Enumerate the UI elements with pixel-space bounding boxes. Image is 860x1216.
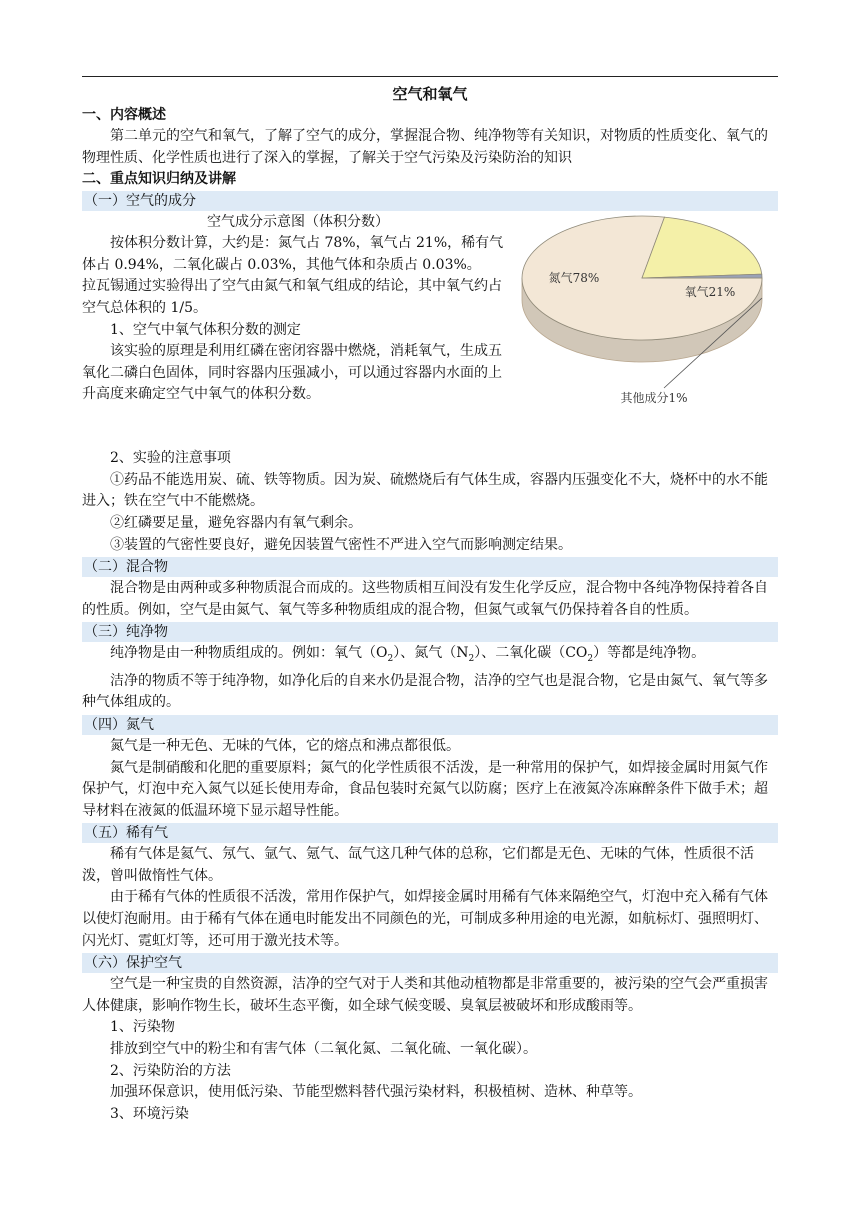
section-heading-key-points: 二、重点知识归纳及讲解 bbox=[82, 171, 236, 188]
nitrogen-uses-paragraph: 氮气是制硝酸和化肥的重要原料；氮气的化学性质很不活泼，是一种常用的保护气，如焊接金属时用氮气作保护气，灯泡中充入氮气以延长使用寿命，食品包装时充氮气以防腐；医疗上在液氮冷冻麻醉条件下做手术；超导材料在液氮的低温环境下显示超导性能。 bbox=[82, 759, 768, 819]
pie-chart-figure bbox=[514, 212, 778, 448]
rare-gases-definition-paragraph: 稀有气体是氦气、氖气、氩气、氪气、氙气这几种气体的总称，它们都是无色、无味的气体，性质很不活泼，曾叫做惰性气体。 bbox=[82, 846, 754, 884]
subheading-prevention: 2、污染防治的方法 bbox=[110, 1062, 231, 1079]
band-pure-substance: （三）纯净物 bbox=[82, 622, 778, 642]
pie-label-other: 其他成分1% bbox=[620, 391, 688, 406]
note-2: ②红磷要足量，避免容器内有氧气剩余。 bbox=[110, 514, 362, 531]
note-3: ③装置的气密性要良好，避免因装置气密性不严进入空气而影响测定结果。 bbox=[110, 536, 572, 553]
lavoisier-paragraph: 拉瓦锡通过实验得出了空气由氮气和氧气组成的结论，其中氧气约占空气总体积的 1/5。 bbox=[82, 278, 502, 316]
clean-substance-paragraph: 洁净的物质不等于纯净物，如净化后的自来水仍是混合物，洁净的空气也是混合物，它是由氮气、氧气等多种气体组成的。 bbox=[82, 672, 768, 711]
band-mixture: （二）混合物 bbox=[82, 557, 778, 577]
nitrogen-properties-paragraph: 氮气是一种无色、无味的气体，它的熔点和沸点都很低。 bbox=[110, 737, 460, 754]
protect-air-paragraph: 空气是一种宝贵的自然资源，洁净的空气对于人类和其他动植物都是非常重要的，被污染的空气会严重损害人体健康，影响作物生长，破坏生态平衡，如全球气候变暖、臭氧层被破坏和形成酸雨等。 bbox=[82, 976, 768, 1014]
chart-caption: 空气成分示意图（体积分数） bbox=[207, 214, 389, 231]
composition-paragraph: 按体积分数计算，大约是：氮气占 78%，氧气占 21%，稀有气体占 0.94%，二氧化碳占 0.03%，其他气体和杂质占 0.03%。 bbox=[82, 235, 504, 273]
subheading-pollutants: 1、污染物 bbox=[110, 1019, 175, 1036]
pollutants-paragraph: 排放到空气中的粉尘和有害气体（二氧化氮、二氧化硫、一氧化碳）。 bbox=[110, 1041, 537, 1058]
band-rare-gases: （五）稀有气 bbox=[82, 823, 778, 843]
experiment-principle-paragraph: 该实验的原理是利用红磷在密闭容器中燃烧，消耗氧气，生成五氧化二磷白色固体，同时容器内压强减小，可以通过容器内水面的上升高度来确定空气中氧气的体积分数。 bbox=[82, 343, 502, 403]
subheading-oxygen-measurement: 1、空气中氧气体积分数的测定 bbox=[110, 321, 301, 338]
pure-substance-paragraph: 纯净物是由一种物质组成的。例如：氧气$(O_2)$、氮气$(N_2)$、二氧化碳$(CO_2)$等都是纯净物。 bbox=[110, 645, 706, 665]
pie-chart bbox=[514, 212, 778, 448]
band-protect-air: （六）保护空气 bbox=[82, 953, 778, 973]
document-page bbox=[82, 76, 778, 1125]
note-1: ①药品不能选用炭、硫、铁等物质。因为炭、硫燃烧后有气体生成，容器内压强变化不大，烧杯中的水不能进入；铁在空气中不能燃烧。 bbox=[82, 471, 768, 510]
pie-label-oxygen: 氧气21% bbox=[684, 285, 736, 300]
rare-gases-uses-paragraph: 由于稀有气体的性质很不活泼，常用作保护气，如焊接金属时用稀有气体来隔绝空气，灯泡中充入稀有气体以使灯泡耐用。由于稀有气体在通电时能发出不同颜色的光，可制成多种用途的电光源，如航标灯、强照明灯、闪光灯、霓虹灯等，还可用于激光技术等。 bbox=[82, 889, 768, 949]
band-nitrogen: （四）氮气 bbox=[82, 715, 778, 735]
section-heading-overview: 一、内容概述 bbox=[82, 107, 166, 123]
air-composition-text bbox=[82, 233, 514, 406]
band-air-composition: （一）空气的成分 bbox=[82, 191, 778, 211]
document-title: 空气和氧气 bbox=[392, 85, 468, 103]
pie-label-nitrogen: 氮气78% bbox=[548, 271, 600, 286]
top-rule bbox=[82, 76, 778, 77]
mixture-paragraph: 混合物是由两种或多种物质混合而成的。这些物质相互间没有发生化学反应，混合物中各纯净物保持着各自的性质。例如，空气是由氮气、氧气等多种物质组成的混合物，但氮气或氧气仍保持着各自的性质。 bbox=[82, 580, 768, 618]
overview-paragraph: 第二单元的空气和氧气，了解了空气的成分，掌握混合物、纯净物等有关知识，对物质的性质变化、氧气的物理性质、化学性质也进行了深入的掌握，了解关于空气污染及污染防治的知识 bbox=[82, 128, 768, 166]
prevention-paragraph: 加强环保意识，使用低污染、节能型燃料替代强污染材料，积极植树、造林、种草等。 bbox=[110, 1084, 642, 1101]
subheading-experiment-notes: 2、实验的注意事项 bbox=[110, 450, 231, 467]
subheading-environmental-pollution: 3、环境污染 bbox=[110, 1105, 189, 1122]
